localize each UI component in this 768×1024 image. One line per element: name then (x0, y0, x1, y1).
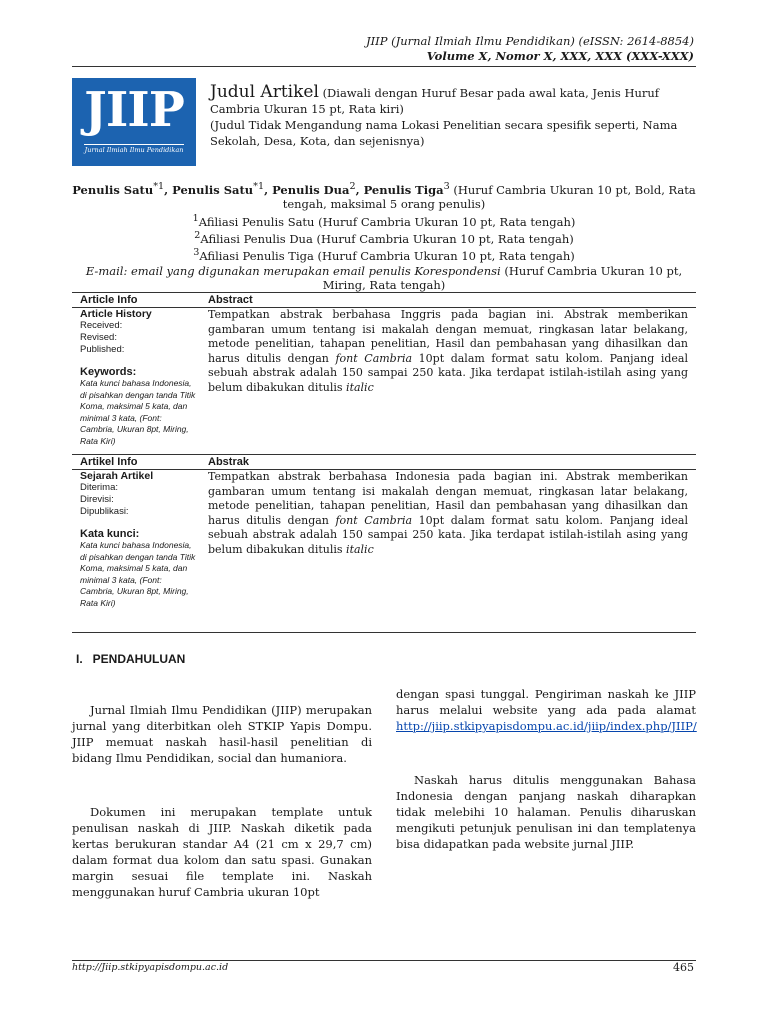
article-title: Judul Artikel (210, 82, 319, 102)
id-head-row (72, 455, 696, 470)
email-label: E-mail: email yang digunakan merupakan email penulis Korespondensi (85, 263, 501, 278)
abstract-text (208, 308, 688, 395)
affiliation-text: Afiliasi Penulis Tiga (Huruf Cambria Ukuran 10 pt, Rata tengah) (199, 249, 575, 264)
en-head-row (72, 293, 696, 308)
artikel-info-heading: Artikel Info (80, 456, 138, 468)
article-title-block (210, 84, 696, 149)
id-content-row (72, 470, 696, 633)
title-note: (Diawali dengan Huruf Besar pada awal kata, Jenis Huruf Cambria Ukuran 15 pt, Rata kiri) (210, 86, 660, 116)
affiliation (72, 229, 696, 246)
abstract-italic: font Cambria (335, 351, 413, 365)
author-sup: *1 (253, 181, 265, 192)
en-abstract (200, 308, 696, 454)
abstract-part: 10pt dalam format satu kolom. Panjang ideal sebuah abstrak adalah 150 sampai 250 kata. Jika terdapat istilah-istilah asing yang belum dibakukan ditulis (208, 351, 688, 394)
abstrak-text (208, 470, 688, 557)
abstrak-part: Tempatkan abstrak berbahasa Indonesia pada bagian ini. Abstrak memberikan gambaran umum tentang isi makalah dengan memuat, ringkasan latar belakang, metode penelitian, tahapan penelitian, Hasil dan pembahasan yang dihasilkan dan harus ditulis dengan (208, 470, 688, 527)
authors-block (72, 180, 696, 293)
journal-header (366, 34, 694, 64)
journal-logo (72, 78, 196, 166)
page-number: 465 (673, 961, 694, 974)
logo-divider (84, 144, 184, 145)
revised-label: Revised: (80, 332, 117, 343)
id-article-info (72, 470, 200, 632)
en-article-info (72, 308, 200, 454)
title-note-location: (Judul Tidak Mengandung nama Lokasi Penelitian secara spesifik seperti, Nama Sekolah, Desa, Kota, dan sejenisnya) (210, 118, 678, 148)
abstrak-heading: Abstrak (208, 456, 249, 468)
article-history-heading: Article History (80, 308, 152, 320)
journal-name: JIIP (Jurnal Ilmiah Ilmu Pendidikan) (eISSN: 2614-8854) (366, 34, 694, 48)
kata-kunci-heading: Kata kunci: (80, 528, 140, 540)
author-sup: 2 (349, 181, 356, 192)
affiliation-text: Afiliasi Penulis Dua (Huruf Cambria Ukuran 10 pt, Rata tengah) (200, 231, 574, 246)
logo-subtitle: Jurnal Ilmiah Ilmu Pendidikan (84, 146, 184, 154)
article-info-heading: Article Info (80, 294, 138, 306)
affiliation-sup: 2 (194, 230, 201, 242)
affiliation-text: Afiliasi Penulis Satu (Huruf Cambria Ukuran 10 pt, Rata tengah) (198, 214, 576, 229)
sejarah-artikel-heading: Sejarah Artikel (80, 470, 154, 482)
left-column (72, 702, 372, 900)
footer-rule (72, 960, 696, 961)
id-abstract (200, 470, 696, 632)
abstract-heading: Abstract (208, 294, 253, 306)
affiliation-sup: 3 (193, 247, 200, 259)
corresponding-email (72, 264, 696, 293)
diterima-label: Diterima: (80, 482, 119, 493)
author-sup: 3 (443, 181, 450, 192)
abstrak-italic: font Cambria (335, 513, 413, 527)
right-column (396, 686, 696, 852)
article-info-table (72, 292, 696, 633)
email-note: (Huruf Cambria Ukuran 10 pt, Miring, Rata tengah) (322, 263, 683, 293)
author-name: Penulis Dua (272, 182, 350, 197)
dipublikasi-label: Dipublikasi: (80, 506, 129, 517)
direvisi-label: Direvisi: (80, 494, 114, 505)
author-name: Penulis Tiga (363, 182, 444, 197)
received-label: Received: (80, 320, 123, 331)
abstrak-part: 10pt dalam format satu kolom. Panjang ideal sebuah abstrak adalah 150 sampai 250 kata. Jika terdapat istilah-istilah asing yang belum dibakukan ditulis (208, 513, 688, 556)
published-label: Published: (80, 344, 125, 355)
body-paragraph (396, 686, 696, 734)
keywords-text: Kata kunci bahasa Indonesia, di pisahkan dengan tanda Titik Koma, maksimal 5 kata, dan minimal 3 kata, (Font: Cambria, Ukuran 8pt, Miring, Rata Kiri) (80, 378, 196, 446)
en-content-row (72, 308, 696, 455)
author-name: Penulis Satu (172, 182, 254, 197)
affiliation-sup: 1 (192, 212, 199, 224)
keywords-heading: Keywords: (80, 366, 137, 378)
author-name: Penulis Satu (72, 182, 154, 197)
author-names-note: (Huruf Cambria Ukuran 10 pt, Bold, Rata tengah, maksimal 5 orang penulis) (282, 182, 696, 212)
kata-kunci-text: Kata kunci bahasa Indonesia, di pisahkan dengan tanda Titik Koma, maksimal 5 kata, dan minimal 3 kata, (Font: Cambria, Ukuran 8pt, Miring, Rata Kiri) (80, 540, 196, 608)
affiliation (72, 246, 696, 263)
journal-volume: Volume X, Nomor X, XXX, XXX (XXX-XXX) (426, 49, 694, 63)
body-paragraph: Naskah harus ditulis menggunakan Bahasa Indonesia dengan panjang naskah diharapkan tidak melebihi 10 halaman. Penulis diharuskan mengikuti petunjuk penulisan ini dan templatenya bisa didapatkan pada website jurnal JIIP. (396, 773, 696, 851)
body-text: dengan spasi tunggal. Pengiriman naskah ke JIIP harus melalui website yang ada pada alamat (396, 687, 696, 717)
abstrak-italic: italic (346, 542, 374, 556)
author-sup: *1 (153, 181, 165, 192)
affiliation (72, 212, 696, 229)
abstract-part: Tempatkan abstrak berbahasa Inggris pada bagian ini. Abstrak memberikan gambaran umum tentang isi makalah dengan memuat, ringkasan latar belakang, metode penelitian, tahapan penelitian, Hasil dan pembahasan yang dihasilkan dan harus ditulis dengan (208, 308, 688, 365)
header-rule (72, 66, 696, 67)
footer-url: http://Jiip.stkipyapisdompu.ac.id (72, 962, 229, 973)
author-names: Penulis Satu$^{*1}$, Penulis Satu$^{*1}$, Penulis Dua$^2$, Penulis Tiga$^3$ (Huruf Cambria Ukuran 10 pt, Bold, Rata tengah, maksimal 5 orang penulis) (72, 181, 696, 212)
section-heading: I. PENDAHULUAN (76, 652, 186, 666)
jiip-website-link[interactable]: http://jiip.stkipyapisdompu.ac.id/jiip/index.php/JIIP/ (396, 719, 697, 733)
body-paragraph: Dokumen ini merupakan template untuk penulisan naskah di JIIP. Naskah diketik pada kertas berukuran standar A4 (21 cm x 29,7 cm) dalam format dua kolom dan satu spasi. Gunakan margin sesuai file template ini. Naskah menggunakan huruf Cambria ukuran 10pt (72, 805, 372, 899)
abstract-italic: italic (346, 380, 374, 394)
logo-text: JIIP (84, 82, 184, 138)
body-paragraph: Jurnal Ilmiah Ilmu Pendidikan (JIIP) merupakan jurnal yang diterbitkan oleh STKIP Yapis Dompu. JIIP memuat naskah hasil-hasil penelitian di bidang Ilmu Pendidikan, social dan humaniora. (72, 703, 372, 765)
